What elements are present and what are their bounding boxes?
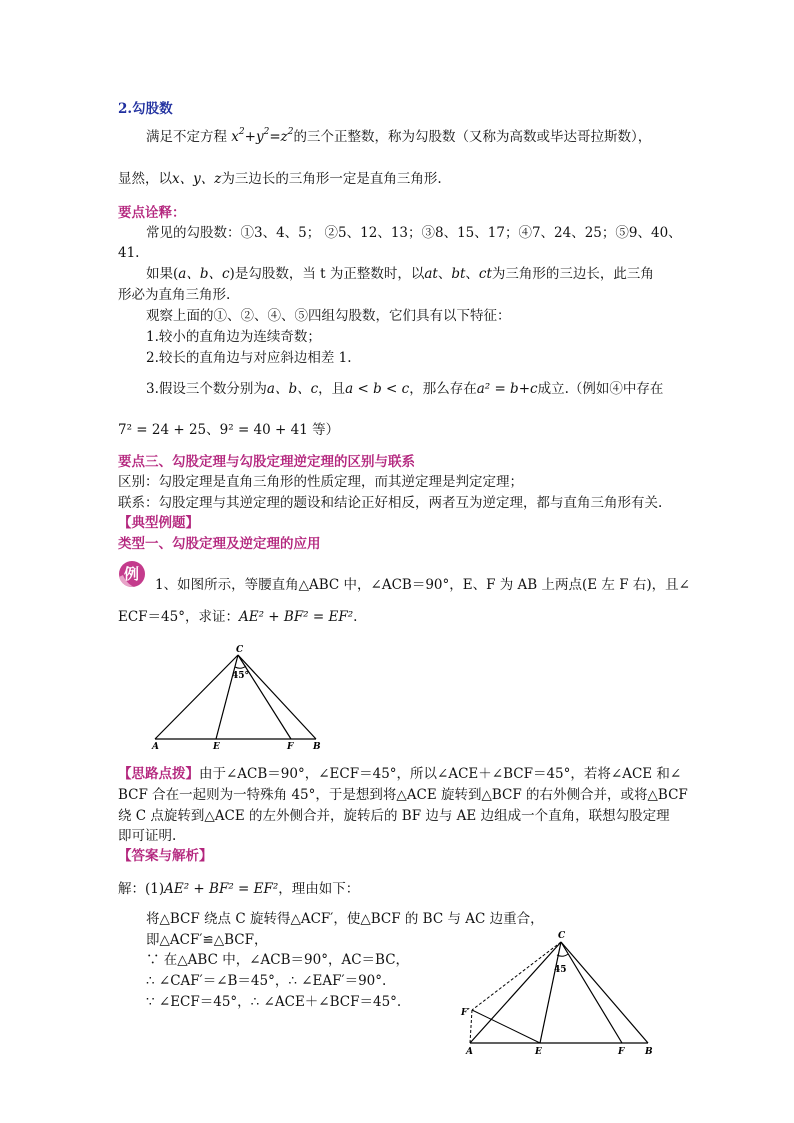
step-3: ∵ 在△ABC 中，∠ACB＝90°，AC＝BC， bbox=[146, 952, 410, 968]
fig1-label-angle: 45° bbox=[232, 671, 250, 681]
common-triples: 常见的勾股数：①3、4、5； ②5、12、13；③8、15、17；④7、24、25；⑤9、40、 bbox=[146, 225, 682, 241]
key3-relation: 联系：勾股定理与其逆定理的题设和结论正好相反，两者互为逆定理，都与直角三角形有关. bbox=[118, 495, 663, 511]
fig2-side-ca bbox=[470, 942, 561, 1043]
fig2-segment-fpe bbox=[472, 1010, 540, 1043]
fig2-segment-ce bbox=[540, 942, 561, 1043]
fig2-side-cb bbox=[561, 942, 648, 1043]
fig2-segment-fpa bbox=[470, 1010, 472, 1043]
fig1-side-cb bbox=[238, 655, 316, 739]
fig1-angle-arc bbox=[235, 666, 246, 668]
feature-2: 2.较长的直角边与对应斜边相差 1. bbox=[146, 350, 352, 366]
question-1-line1: 1、如图所示，等腰直角△ABC 中，∠ACB＝90°，E、F 为 AB 上两点(E 左 F 右)，且∠ bbox=[155, 577, 690, 593]
fig2-label-f: F bbox=[618, 1047, 625, 1057]
solution-line: 解：(1)AE² + BF² = EF²，理由如下： bbox=[118, 881, 360, 897]
fig2-segment-cfp bbox=[472, 942, 561, 1010]
fig2-label-angle: 45 bbox=[554, 965, 567, 975]
fig2-label-fp: F′ bbox=[461, 1008, 470, 1018]
key3-heading: 要点三、勾股定理与勾股定理逆定理的区别与联系 bbox=[118, 454, 415, 470]
hint-line1: 【思路点拨】由于∠ACB＝90°，∠ECF＝45°，所以∠ACE＋∠BCF＝45°，若将∠ACE 和∠ bbox=[118, 766, 682, 782]
fig1-segment-cf bbox=[238, 655, 291, 739]
fig2-label-a: A bbox=[466, 1047, 473, 1057]
equation-pythagorean: $x^2+y^2=z^2$ bbox=[231, 127, 294, 145]
section-heading: 2.勾股数 bbox=[118, 101, 173, 117]
feature-3: 3.假设三个数分别为a、b、c，且a < b < c，那么存在a² = b+c成立.（例如④中存在 bbox=[146, 381, 664, 397]
common-triples-cont: 41. bbox=[118, 245, 140, 261]
question-1-line2: ECF＝45°，求证：AE² + BF² = EF². bbox=[118, 609, 358, 625]
step-1: 将△BCF 绕点 C 旋转得△ACF′，使△BCF 的 BC 与 AC 边重合， bbox=[146, 911, 544, 927]
fig1-side-ca bbox=[155, 655, 238, 739]
example-badge bbox=[118, 559, 148, 589]
fig1-label-a: A bbox=[152, 742, 159, 750]
hint-line2: BCF 合在一起则为一特殊角 45°，于是想到将△ACE 旋转到△BCF 的右外侧合并，或将△BCF bbox=[118, 787, 688, 803]
fig1-label-e: E bbox=[213, 742, 220, 750]
fig2-label-e: E bbox=[535, 1047, 542, 1057]
feature-3-example: 7² = 24 + 25、9² = 40 + 41 等） bbox=[118, 422, 340, 438]
fig1-label-c: C bbox=[236, 645, 244, 655]
answer-label: 【答案与解析】 bbox=[118, 848, 213, 864]
hint-label: 【思路点拨】 bbox=[118, 766, 199, 782]
fig2-segment-cf bbox=[561, 942, 622, 1043]
key3-difference: 区别：勾股定理是直角三角形的性质定理，而其逆定理是判定定理； bbox=[118, 474, 523, 490]
figure-1 bbox=[150, 645, 330, 750]
step-4: ∴ ∠CAF′＝∠B＝45°，∴ ∠EAF′＝90°. bbox=[146, 973, 387, 989]
type1-heading: 类型一、勾股定理及逆定理的应用 bbox=[118, 536, 321, 552]
scaling-statement: 如果(a、b、c)是勾股数，当 t 为正整数时，以at、bt、ct为三角形的三边长，此三角 bbox=[146, 266, 654, 282]
notes-heading: 要点诠释： bbox=[118, 205, 186, 221]
fig1-segment-ce bbox=[216, 655, 238, 739]
fig1-label-b: B bbox=[313, 742, 321, 750]
fig2-label-b: B bbox=[645, 1047, 653, 1057]
step-2: 即△ACF′≌△BCF， bbox=[146, 932, 268, 948]
observe-line: 观察上面的①、②、④、⑤四组勾股数，它们具有以下特征： bbox=[146, 308, 511, 324]
definition-line1: 满足不定方程 $x^2+y^2=z^2$的三个正整数，称为勾股数（又称为高数或毕达哥拉斯数）， bbox=[146, 127, 652, 145]
definition-line2: 显然，以x、y、z为三边长的三角形一定是直角三角形. bbox=[118, 171, 442, 187]
hint-line4: 即可证明. bbox=[118, 828, 177, 844]
fig1-label-f: F bbox=[287, 742, 294, 750]
figure-2 bbox=[458, 925, 663, 1060]
feature-1: 1.较小的直角边为连续奇数； bbox=[146, 329, 321, 345]
scaling-statement-cont: 形必为直角三角形. bbox=[118, 287, 231, 303]
example-badge-label: 例 bbox=[124, 565, 140, 583]
fig2-label-c: C bbox=[558, 931, 566, 941]
hint-line3: 绕 C 点旋转到△ACE 的左外侧合并，旋转后的 BF 边与 AE 边组成一个直角，联想勾股定理 bbox=[118, 808, 670, 824]
step-5: ∵ ∠ECF＝45°，∴ ∠ACE＋∠BCF＝45°. bbox=[146, 994, 402, 1010]
examples-heading: 【典型例题】 bbox=[118, 515, 199, 531]
